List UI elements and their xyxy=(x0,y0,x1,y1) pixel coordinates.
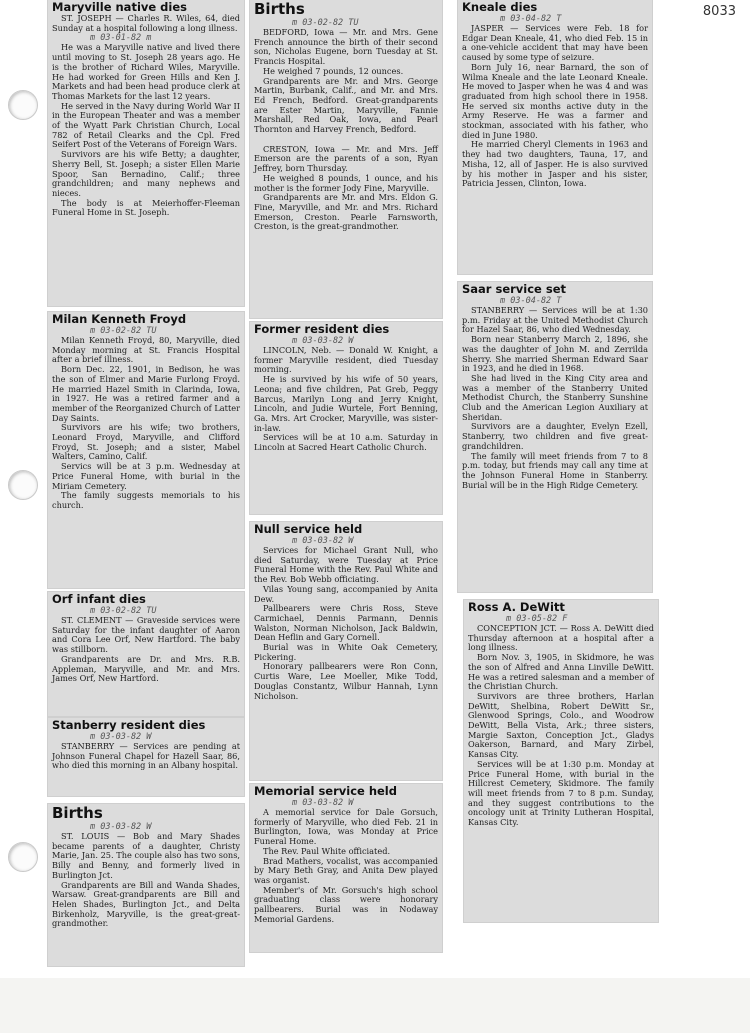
page-number: 8033 xyxy=(702,4,736,19)
paragraph: Milan Kenneth Froyd, 80, Maryville, died Monday morning at St. Francis Hospital after a brief illness. xyxy=(52,335,240,365)
paragraph: He weighed 8 pounds, 1 ounce, and his mother is the former Jody Fine, Maryville. xyxy=(254,172,438,193)
handwritten-date: m 03-02-82 TU xyxy=(90,606,157,616)
paragraph: JASPER — Services were Feb. 18 for Edgar Dean Kneale, 41, who died Feb. 15 in a one-vehicle accident that may have been caused by some type of seizure. xyxy=(462,23,648,63)
paragraph: He was a Maryville native and lived there until moving to St. Joseph 28 years ago. He is the brother of Richard Wiles, Maryville. He had worked for Green Hills and Ken J. Markets and had been head produce clerk at Thomas Markets for the last 12 years. xyxy=(52,42,240,101)
headline: Memorial service held xyxy=(254,784,397,798)
paragraph: Services for Michael Grant Null, who died Saturday, were Tuesday at Price Funeral Home with the Rev. Paul White and the Rev. Bob Webb officiating. xyxy=(254,545,438,585)
handwritten-date: m 03-02-82 TU xyxy=(292,18,359,28)
paragraph: CRESTON, Iowa — Mr. and Mrs. Jeff Emerson are the parents of a son, Ryan Jeffrey, born Thursday. xyxy=(254,143,438,174)
binder-hole xyxy=(8,842,38,872)
paragraph: Pallbearers were Chris Ross, Steve Carmichael, Dennis Parmann, Dennis Walston, Norman Nicholson, Jack Baldwin, Dean Heflin and Gary Cornell. xyxy=(254,603,438,643)
handwritten-date: m 03-03-82 W xyxy=(292,336,354,346)
handwritten-date: m 03-03-82 W xyxy=(90,732,152,742)
paragraph: He married Cheryl Clements in 1963 and they had two daughters, Tauna, 17, and Misha, 12, all of Jasper. He is also survived by his mother in Jasper and his sister, Patricia Jessen, Clinton, Iowa. xyxy=(462,139,648,189)
paragraph: Born July 16, near Barnard, the son of Wilma Kneale and the late Leonard Kneale. He moved to Jasper when he was 4 and was graduated from high school there in 1958. He served six months active duty in the Army Reserve. He was a farmer and stockman, associated with his father, who died in June 1980. xyxy=(462,61,648,140)
paragraph: Services will be at 10 a.m. Saturday in Lincoln at Sacred Heart Catholic Church. xyxy=(254,432,438,453)
headline: Milan Kenneth Froyd xyxy=(52,312,187,326)
paragraph: Grandparents are Bill and Wanda Shades, Warsaw. Great-grandparents are Bill and Helen Shades, Burlington Jct., and Delta Birkenholz, Maryville, is the great-great-grandmother. xyxy=(52,879,240,929)
paragraph: ST. CLEMENT — Graveside services were Saturday for the infant daughter of Aaron and Cora Lee Orf, New Hartford. The baby was stillborn. xyxy=(52,615,240,655)
paragraph: Burial was in White Oak Cemetery, Pickering. xyxy=(254,642,438,662)
headline: Saar service set xyxy=(462,282,566,296)
binder-hole xyxy=(8,90,38,120)
paragraph: Born near Stanberry March 2, 1896, she was the daughter of John M. and Zerrilda Sherry. She married Sherman Edward Saar in 1923, and he died in 1968. xyxy=(462,334,648,374)
paragraph: Services will be at 1:30 p.m. Monday at Price Funeral Home, with burial in the Hillcrest Cemetery, Skidmore. The family will meet friends from 7 to 8 p.m. Sunday, and they suggest contributions to the oncology unit at Trinity Lutheran Hospital, Kansas City. xyxy=(468,758,654,828)
paragraph: Survivors are his wife; two brothers, Leonard Froyd, Maryville, and Clifford Froyd, St. Joseph; and a sister, Mabel Walters, Camino, Calif. xyxy=(52,422,240,462)
paragraph: LINCOLN, Neb. — Donald W. Knight, a former Maryville resident, died Tuesday morning. xyxy=(254,345,438,375)
paragraph: The family will meet friends from 7 to 8 p.m. today, but friends may call any time at the Johnson Funeral Home in Stanberry. Burial will be in the High Ridge Cemetery. xyxy=(462,450,648,490)
paragraph: The family suggests memorials to his church. xyxy=(52,490,240,510)
paragraph: Brad Mathers, vocalist, was accompanied by Mary Beth Gray, and Anita Dew played was organist. xyxy=(254,855,438,885)
paragraph: CONCEPTION JCT. — Ross A. DeWitt died Thursday afternoon at a hospital after a long illness. xyxy=(468,623,654,653)
clip-knight-obituary xyxy=(250,322,442,514)
clip-orf-infant xyxy=(48,592,244,716)
clip-body xyxy=(52,14,240,218)
paragraph: Born Nov. 3, 1905, in Skidmore, he was the son of Alfred and Anna Linville DeWitt. He was a retired salesman and a member of the Christian Church. xyxy=(468,652,654,692)
headline: Births xyxy=(254,0,305,18)
paragraph: ST. JOSEPH — Charles R. Wiles, 64, died Sunday at a hospital following a long illness. xyxy=(52,13,240,33)
handwritten-date: m 03-05-82 F xyxy=(506,614,568,624)
paragraph: She had lived in the King City area and was a member of the Stanberry United Methodist Church, the Stanberry Sunshine Club and the American Legion Auxiliary at Sheridan. xyxy=(462,372,648,422)
clip-kneale-obituary xyxy=(458,0,652,274)
clip-froyd-obituary xyxy=(48,312,244,588)
binder-hole xyxy=(8,470,38,500)
clip-dewitt-obituary xyxy=(464,600,658,922)
paragraph: ST. LOUIS — Bob and Mary Shades became parents of a daughter, Christy Marie, Jan. 25. The couple also has two sons, Billy and Benny, and formerly lived in Burlington Jct. xyxy=(52,831,240,880)
clip-null-service xyxy=(250,522,442,780)
headline: Ross A. DeWitt xyxy=(468,600,565,614)
paragraph: The body is at Meierhoffer-Fleeman Funeral Home in St. Joseph. xyxy=(52,197,240,218)
handwritten-date: m 03-04-82 T xyxy=(500,296,562,306)
handwritten-date: m 03-03-82 W xyxy=(90,822,152,832)
headline: Kneale dies xyxy=(462,0,538,14)
handwritten-date: m 03-03-82 W xyxy=(292,536,354,546)
handwritten-date: m 03-03-82 W xyxy=(292,798,354,808)
headline: Maryville native dies xyxy=(52,0,188,14)
clip-births-shades xyxy=(48,804,244,966)
paragraph: BEDFORD, Iowa — Mr. and Mrs. Gene French announce the birth of their second son, Nicholas Eugene, born Tuesday at St. Francis Hospital. xyxy=(254,27,438,67)
clip-saar-service xyxy=(458,282,652,592)
handwritten-date: m 03-02-82 TU xyxy=(90,326,157,336)
paragraph: He served in the Navy during World War II in the European Theater and was a member of the Wyatt Park Christian Church, Local 782 of Retail Clearks and the Cpl. Fred Seifert Post of the Veterans of Foreign Wars. xyxy=(52,100,240,150)
clip-stanberry-resident xyxy=(48,718,244,796)
paragraph: STANBERRY — Services will be at 1:30 p.m. Friday at the United Methodist Church for Hazel Saar, 86, who died Wednesday. xyxy=(462,305,648,335)
headline: Stanberry resident dies xyxy=(52,718,206,732)
paragraph: The Rev. Paul White officiated. xyxy=(263,845,391,856)
paragraph: Member's of Mr. Gorsuch's high school graduating class were honorary pallbearers. Burial was in Nodaway Memorial Gardens. xyxy=(254,884,438,924)
paragraph: Grandparents are Dr. and Mrs. R.B. Appleman, Maryville, and Mr. and Mrs. James Orf, New Hartford. xyxy=(52,653,240,684)
paragraph: Born Dec. 22, 1901, in Bedison, he was the son of Elmer and Marie Furlong Froyd. He married Hazel Smith in Clarinda, Iowa, in 1927. He was a retired farmer and a member of the Reorganized Church of Latter Day Saints. xyxy=(52,364,240,423)
paragraph: Vilas Young sang, accompanied by Anita Dew. xyxy=(254,583,438,604)
clip-gorsuch-memorial xyxy=(250,784,442,952)
clip-births-bedford-creston xyxy=(250,0,442,318)
headline: Null service held xyxy=(254,522,363,536)
paragraph: Survivors are three brothers, Harlan DeWitt, Shelbina, Robert DeWitt Sr., Glenwood Springs, Colo., and Woodrow DeWitt, Bella Vista, Ark.; three sisters, Margie Saxton, Conception Jct., Gladys Oakerson, Barnard, and Mary Zirbel, Kansas City. xyxy=(468,690,654,760)
paragraph: Survivors are a daughter, Evelyn Ezell, Stanberry, two children and five great-grandchildren. xyxy=(462,421,648,451)
clip-wiles-obituary xyxy=(48,0,244,306)
handwritten-date: m 03-01-82 m xyxy=(90,33,152,44)
paragraph: Survivors are his wife Betty; a daughter, Sherry Bell, St. Joseph; a sister Ellen Marie Spoor, San Bernadino, Calif.; three grandchildren; and many nephews and nieces. xyxy=(52,149,240,198)
paragraph: Grandparents are Mr. and Mrs. George Martin, Burbank, Calif., and Mr. and Mrs. Ed French, Bedford. Great-grandparents are Ester Martin, Maryville, Fannie Marshall, Red Oak, Iowa, and Pearl Thornton and Harvey French, Bedford. xyxy=(254,75,438,135)
headline: Orf infant dies xyxy=(52,592,146,606)
paragraph: He is survived by his wife of 50 years, Leona; and five children, Pat Greb, Peggy Barcus, Marilyn Long and Jerry Knight, Lincoln, and Judie Wurtele, Fort Benning, Ga. Mrs. Art Crocker, Maryville, was sister-in-law. xyxy=(254,374,438,433)
headline: Births xyxy=(52,804,103,822)
page-margin xyxy=(0,978,750,1033)
paragraph: A memorial service for Dale Gorsuch, formerly of Maryville, who died Feb. 21 in Burlington, Iowa, was Monday at Price Funeral Home. xyxy=(254,807,438,847)
paragraph: He weighed 7 pounds, 12 ounces. xyxy=(263,65,404,76)
paragraph: Honorary pallbearers were Ron Conn, Curtis Ware, Lee Moeller, Mike Todd, Douglas Constantz, Wilbur Hannah, Lynn Nicholson. xyxy=(254,661,438,701)
paragraph: Grandparents are Mr. and Mrs. Eldon G. Fine, Maryville, and Mr. and Mrs. Richard Emerson, Creston. Pearle Farnsworth, Creston, is the great-grandmother. xyxy=(254,192,438,232)
handwritten-date: m 03-04-82 T xyxy=(500,14,562,24)
paragraph: STANBERRY — Services are pending at Johnson Funeral Chapel for Hazell Saar, 86, who died this morning in an Albany hospital. xyxy=(52,741,240,771)
paragraph: Servics will be at 3 p.m. Wednesday at Price Funeral Home, with burial in the Miriam Cemetery. xyxy=(52,461,240,491)
headline: Former resident dies xyxy=(254,322,390,336)
